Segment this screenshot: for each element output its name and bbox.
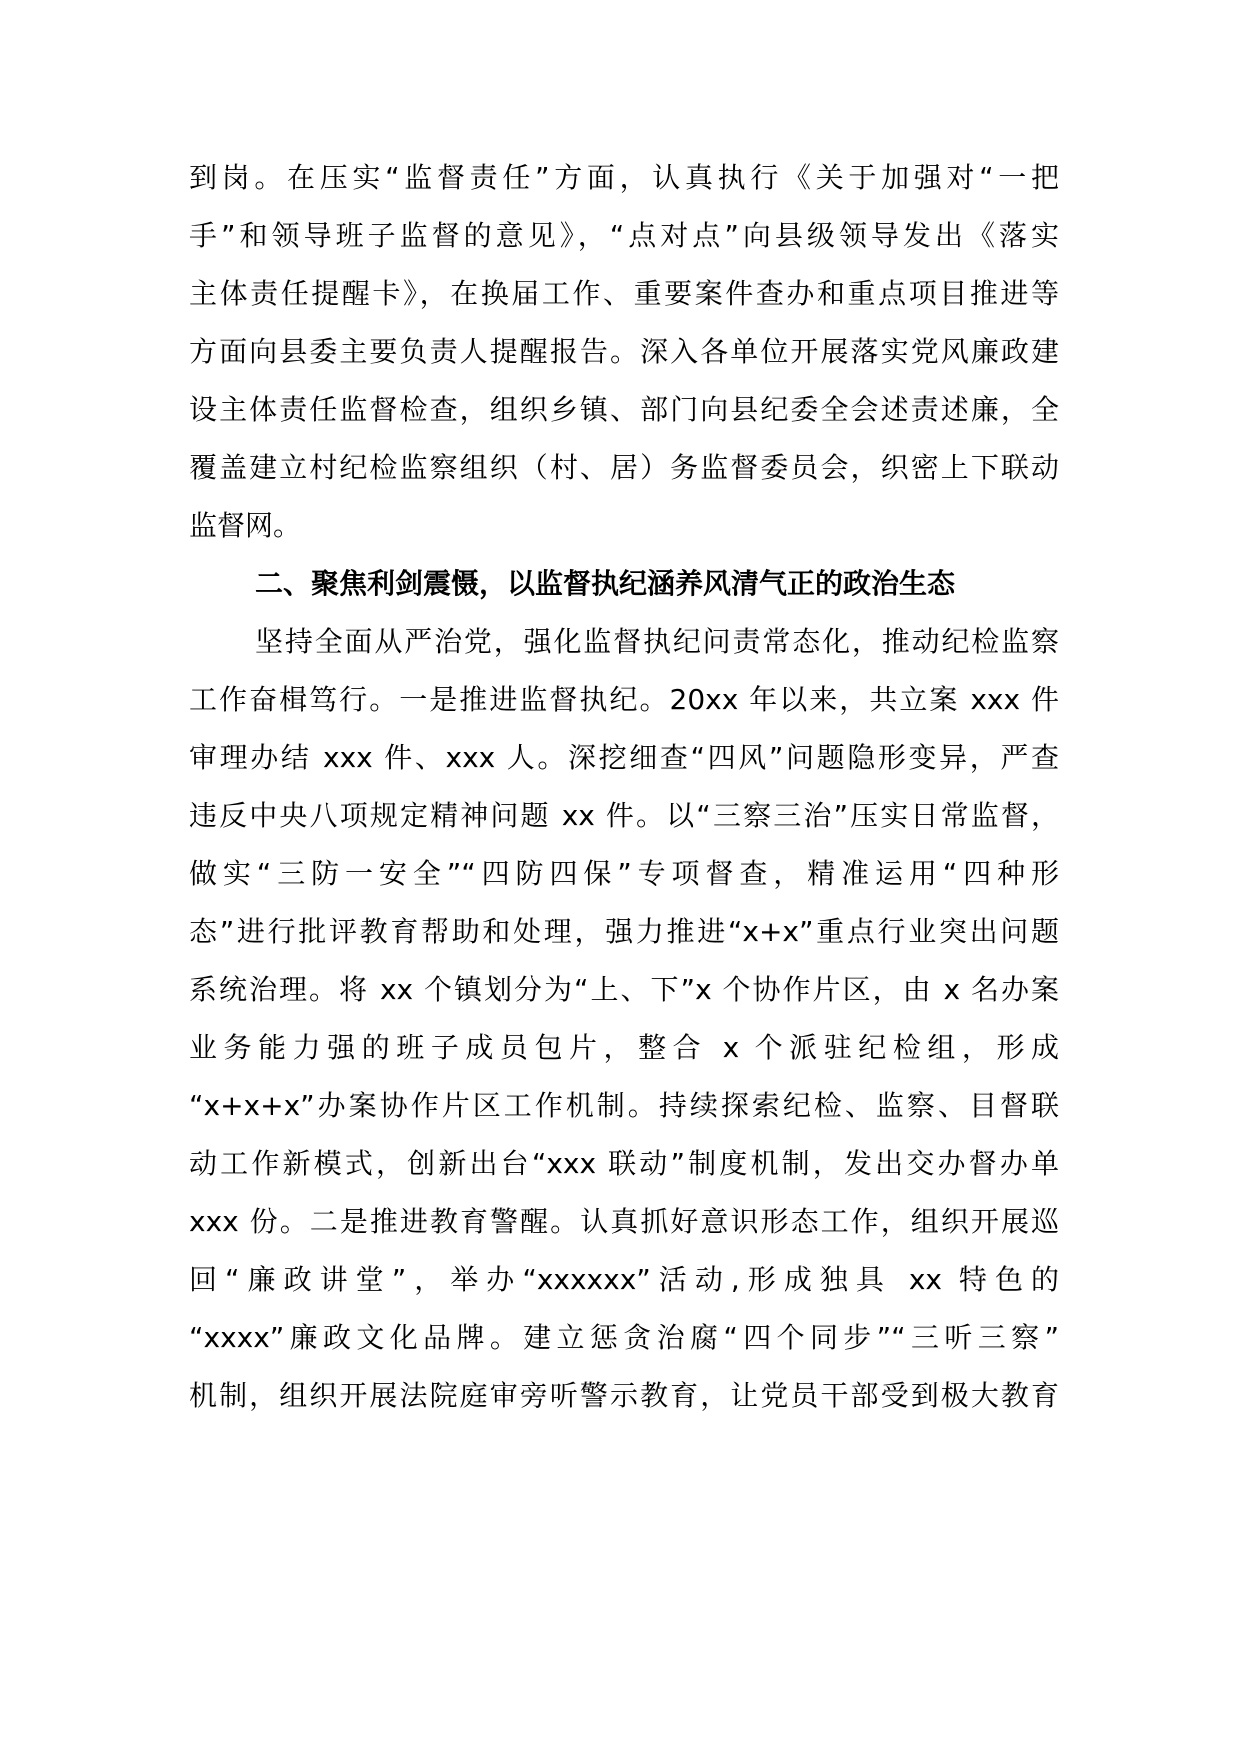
body-text-line: 覆盖建立村纪检监察组织（村、居）务监督委员会，织密上下联动 [189, 451, 1059, 484]
body-text-line: 方面向县委主要负责人提醒报告。深入各单位开展落实党风廉政建 [189, 335, 1059, 368]
body-text-line: 业务能力强的班子成员包片，整合 x 个派驻纪检组，形成 [189, 1031, 1059, 1064]
body-text-line: 做实“三防一安全”“四防四保”专项督查，精准运用“四种形 [189, 857, 1059, 890]
body-text-line: xxx 份。二是推进教育警醒。认真抓好意识形态工作，组织开展巡 [189, 1205, 1059, 1238]
body-text-line: “xxxx”廉政文化品牌。建立惩贪治腐“四个同步”“三听三察” [189, 1321, 1059, 1354]
body-text-line: 审理办结 xxx 件、xxx 人。深挖细查“四风”问题隐形变异，严查 [189, 741, 1059, 774]
body-text-line: 到岗。在压实“监督责任”方面，认真执行《关于加强对“一把 [189, 161, 1059, 194]
body-text-line: 主体责任提醒卡》，在换届工作、重要案件查办和重点项目推进等 [189, 277, 1059, 310]
body-text-line: 系统治理。将 xx 个镇划分为“上、下”x 个协作片区，由 x 名办案 [189, 973, 1059, 1006]
body-text-line: “x+x+x”办案协作片区工作机制。持续探索纪检、监察、目督联 [189, 1089, 1059, 1122]
body-text-line: 回“廉政讲堂”，举办“xxxxxx”活动,形成独具 xx 特色的 [189, 1263, 1059, 1296]
body-text-line: 动工作新模式，创新出台“xxx 联动”制度机制，发出交办督办单 [189, 1147, 1059, 1180]
body-text-line: 机制，组织开展法院庭审旁听警示教育，让党员干部受到极大教育 [189, 1379, 1059, 1412]
section-heading: 二、聚焦利剑震慑，以监督执纪涵养风清气正的政治生态 [255, 567, 956, 600]
body-text-line: 工作奋楫笃行。一是推进监督执纪。20xx 年以来，共立案 xxx 件 [189, 683, 1059, 716]
body-text-line: 态”进行批评教育帮助和处理，强力推进“x+x”重点行业突出问题 [189, 915, 1059, 948]
body-text-line: 违反中央八项规定精神问题 xx 件。以“三察三治”压实日常监督， [189, 799, 1059, 832]
body-text-line: 坚持全面从严治党，强化监督执纪问责常态化，推动纪检监察 [255, 625, 1059, 658]
body-text-line: 手”和领导班子监督的意见》，“点对点”向县级领导发出《落实 [189, 219, 1059, 252]
body-text-line: 监督网。 [189, 509, 302, 542]
body-text-line: 设主体责任监督检查，组织乡镇、部门向县纪委全会述责述廉，全 [189, 393, 1059, 426]
